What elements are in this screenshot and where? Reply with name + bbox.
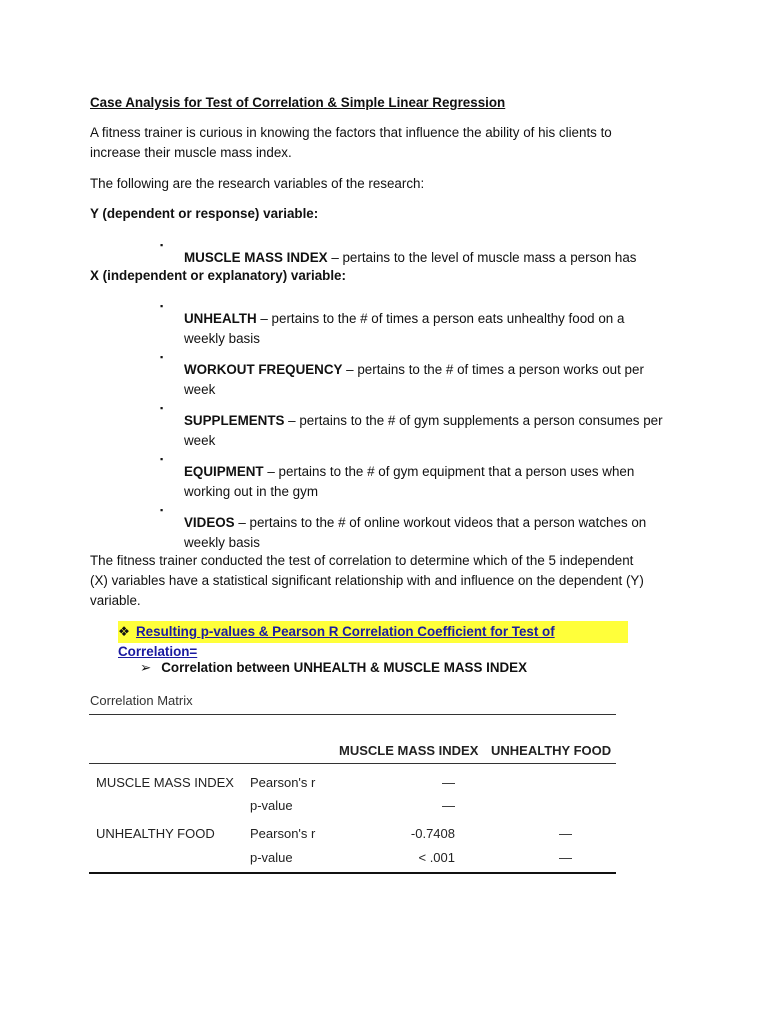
- x-item-desc-cont: week: [184, 382, 216, 398]
- x-item-equipment: [184, 462, 674, 502]
- x-item-desc-cont: weekly basis: [184, 331, 260, 347]
- y-item-term: MUSCLE MASS INDEX: [184, 250, 328, 266]
- x-item-term: VIDEOS: [184, 515, 235, 531]
- x-item-desc-cont: working out in the gym: [184, 484, 318, 500]
- x-item-videos: [184, 513, 674, 553]
- x-item-supplements: [184, 411, 674, 451]
- intro-line-2: increase their muscle mass index.: [90, 145, 292, 160]
- x-item-term: UNHEALTH: [184, 311, 257, 327]
- x-item-desc: – pertains to the # of times a person eats unhealthy food on a: [256, 311, 625, 327]
- x-item-workout-frequency: [184, 360, 674, 400]
- stat-label-pearsons-r: Pearson's r: [250, 775, 316, 790]
- stat-label-pearsons-r: Pearson's r: [250, 826, 316, 841]
- stat-label-p-value: p-value: [250, 850, 293, 865]
- correlation-subheading: [140, 658, 527, 678]
- x-item-term: SUPPLEMENTS: [184, 413, 285, 429]
- x-item-desc: – pertains to the # of gym supplements a person consumes per: [284, 413, 663, 429]
- highlighted-heading-text: Resulting p-values & Pearson R Correlation Coefficient for Test of Correlation=: [118, 624, 555, 659]
- matrix-title: Correlation Matrix: [90, 693, 193, 708]
- x-item-term: WORKOUT FREQUENCY: [184, 362, 343, 378]
- row-label-muscle-mass-index: MUSCLE MASS INDEX: [96, 775, 234, 790]
- y-item-desc: – pertains to the level of muscle mass a person has: [327, 250, 637, 266]
- y-heading: Y (dependent or response) variable:: [90, 206, 319, 221]
- x-item-desc: – pertains to the # of times a person works out per: [342, 362, 644, 378]
- matrix-cell: —: [559, 826, 572, 841]
- bullet-icon: ▪: [160, 505, 164, 515]
- x-heading: X (independent or explanatory) variable:: [90, 268, 346, 283]
- matrix-bottom-rule: [89, 872, 616, 874]
- matrix-cell: -0.7408: [410, 826, 455, 841]
- document-title: Case Analysis for Test of Correlation & Simple Linear Regression: [90, 95, 506, 110]
- x-item-desc-cont: week: [184, 433, 216, 449]
- matrix-cell: —: [559, 850, 572, 865]
- x-item-desc-cont: weekly basis: [184, 535, 260, 551]
- bullet-icon: ▪: [160, 454, 164, 464]
- conclusion-line-2: (X) variables have a statistical significant relationship with and influence on the dependent (Y): [90, 573, 644, 588]
- conclusion-line-1: The fitness trainer conducted the test of correlation to determine which of the 5 independent: [90, 553, 634, 568]
- intro-line-1: A fitness trainer is curious in knowing the factors that influence the ability of his clients to: [90, 125, 612, 140]
- stat-label-p-value: p-value: [250, 798, 293, 813]
- matrix-cell: —: [442, 798, 455, 813]
- correlation-subheading-text: Correlation between UNHEALTH & MUSCLE MASS INDEX: [161, 660, 528, 675]
- conclusion-line-3: variable.: [90, 593, 141, 608]
- x-item-unhealth: [184, 309, 674, 349]
- bullet-icon: ▪: [160, 240, 164, 250]
- bullet-icon: ▪: [160, 403, 164, 413]
- column-header-unhealthy-food: UNHEALTHY FOOD: [491, 743, 612, 758]
- x-item-desc: – pertains to the # of online workout videos that a person watches on: [234, 515, 647, 531]
- bullet-icon: ▪: [160, 352, 164, 362]
- column-header-muscle-mass-index: MUSCLE MASS INDEX: [339, 743, 479, 758]
- matrix-cell: —: [442, 775, 455, 790]
- bullet-icon: ▪: [160, 301, 164, 311]
- matrix-header-rule: [89, 763, 616, 764]
- row-label-unhealthy-food: UNHEALTHY FOOD: [96, 826, 215, 841]
- x-item-desc: – pertains to the # of gym equipment that a person uses when: [263, 464, 635, 480]
- arrow-bullet-icon: ➢: [140, 660, 152, 675]
- x-item-term: EQUIPMENT: [184, 464, 264, 480]
- variables-intro: The following are the research variables of the research:: [90, 176, 425, 191]
- matrix-cell: < .001: [418, 850, 455, 865]
- matrix-top-rule: [89, 714, 616, 715]
- highlighted-heading: [118, 621, 628, 659]
- diamond-bullet-icon: ❖: [118, 624, 131, 639]
